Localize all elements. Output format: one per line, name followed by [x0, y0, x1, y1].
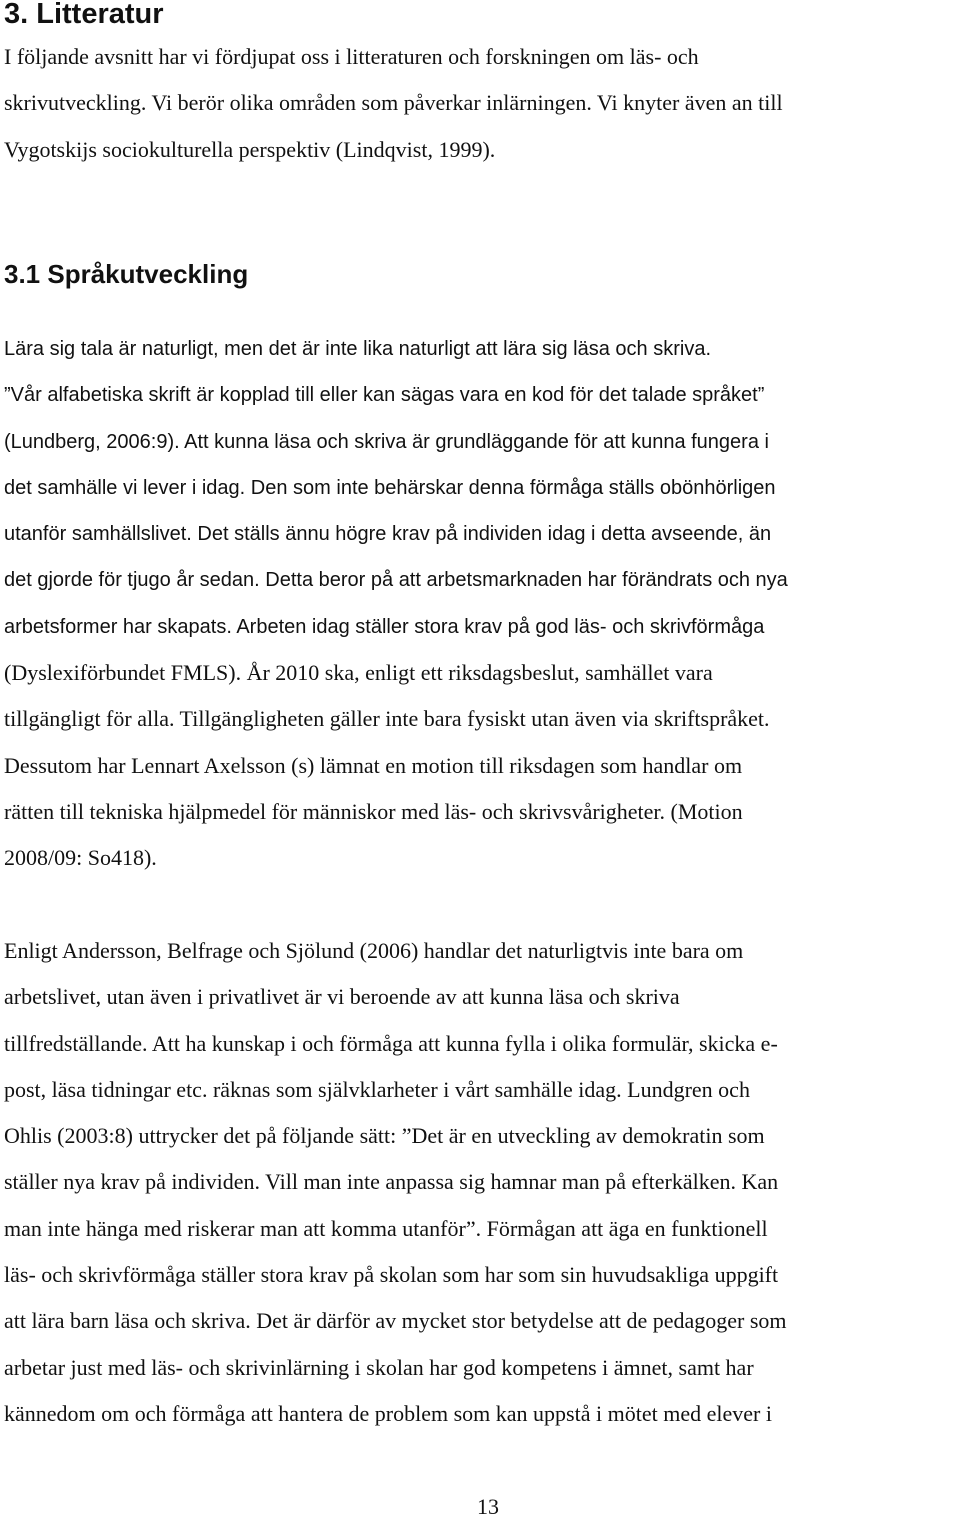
text-line: Enligt Andersson, Belfrage och Sjölund (2006) handlar det naturligtvis inte bara om — [4, 938, 744, 963]
text-line: Dessutom har Lennart Axelsson (s) lämnat en motion till riksdagen som handlar om — [4, 752, 743, 778]
text-line: Ohlis (2003:8) uttrycker det på följande sätt: ”Det är en utveckling av demokratin som — [4, 1123, 765, 1149]
text-line: kännedom om och förmåga att hantera de problem som kan uppstå i mötet med elever i — [4, 1400, 772, 1426]
text-line: ”Vår alfabetiska skrift är kopplad till eller kan sägas vara en kod för det talade språket” — [4, 384, 765, 407]
text-line: skrivutveckling. Vi berör olika områden som påverkar inlärningen. Vi knyter även an till — [4, 90, 783, 116]
text-line: man inte hänga med riskerar man att komma utanför”. Förmågan att äga en funktionell — [4, 1215, 768, 1241]
section-heading: 3. Litteratur — [4, 0, 164, 30]
text-line: I följande avsnitt har vi fördjupat oss i litteraturen och forskningen om läs- och — [4, 44, 699, 69]
text-line: post, läsa tidningar etc. räknas som självklarheter i vårt samhälle idag. Lundgren och — [4, 1076, 750, 1102]
text-line: att lära barn läsa och skriva. Det är därför av mycket stor betydelse att de pedagoger som — [4, 1308, 787, 1334]
text-line: 2008/09: So418). — [4, 845, 157, 871]
text-line: (Dyslexiförbundet FMLS). År 2010 ska, enligt ett riksdagsbeslut, samhället vara — [4, 660, 713, 686]
text-line: arbetslivet, utan även i privatlivet är vi beroende av att kunna läsa och skriva — [4, 984, 680, 1010]
text-line: rätten till tekniska hjälpmedel för människor med läs- och skrivsvårigheter. (Motion — [4, 798, 743, 824]
text-line: Lära sig tala är naturligt, men det är inte lika naturligt att lära sig läsa och skriva. — [4, 338, 712, 360]
text-line: arbetar just med läs- och skrivinlärning i skolan har god kompetens i ämnet, samt har — [4, 1354, 754, 1380]
text-line: det gjorde för tjugo år sedan. Detta beror på att arbetsmarknaden har förändrats och nya — [4, 569, 788, 592]
text-line: tillfredställande. Att ha kunskap i och förmåga att kunna fylla i olika formulär, skicka e- — [4, 1030, 778, 1056]
text-line: (Lundberg, 2006:9). Att kunna läsa och skriva är grundläggande för att kunna fungera i — [4, 430, 769, 453]
text-line: utanför samhällslivet. Det ställs ännu högre krav på individen idag i detta avseende, än — [4, 523, 772, 546]
text-line: det samhälle vi lever i idag. Den som inte behärskar denna förmåga ställs obönhörligen — [4, 476, 776, 499]
text-line: läs- och skrivförmåga ställer stora krav på skolan som har som sin huvudsakliga uppgift — [4, 1262, 779, 1288]
paragraph-sprakutveckling — [4, 326, 788, 882]
paragraph-andersson — [4, 928, 787, 1437]
text-line: Vygotskijs sociokulturella perspektiv (Lindqvist, 1999). — [4, 136, 496, 162]
subsection-heading: 3.1 Språkutveckling — [4, 259, 249, 289]
page-number: 13 — [477, 1494, 499, 1519]
text-line: ställer nya krav på individen. Vill man inte anpassa sig hamnar man på efterkälken. Kan — [4, 1169, 779, 1195]
intro-paragraph — [4, 34, 783, 173]
text-line: tillgängligt för alla. Tillgängligheten gäller inte bara fysiskt utan även via skriftspråket. — [4, 706, 770, 732]
text-line: arbetsformer har skapats. Arbeten idag ställer stora krav på god läs- och skrivförmåga — [4, 615, 765, 638]
